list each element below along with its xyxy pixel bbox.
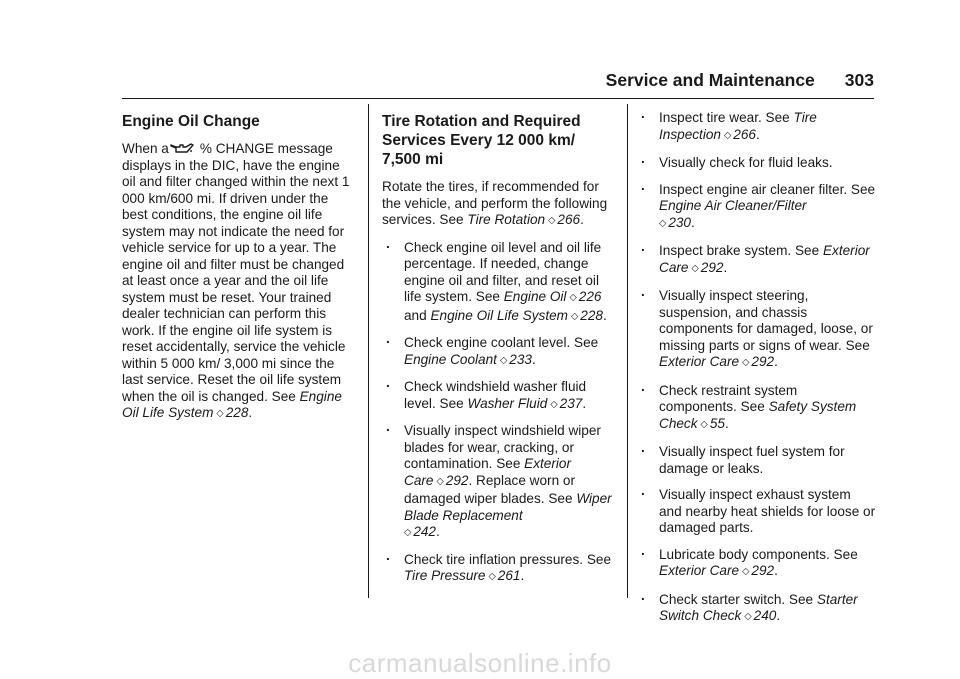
ref-title: Safety System Check	[659, 399, 857, 431]
item-text: Check engine oil level and oil life percentage. If needed, change engine oil and filter, and reset oil life system. See	[404, 239, 602, 304]
ref-page: 266	[557, 212, 581, 227]
page-ref-arrow-icon: ◇	[742, 357, 750, 368]
page-ref-arrow-icon: ◇	[742, 566, 750, 577]
ref-page: 292	[751, 563, 775, 578]
item-text: . Replace worn or damaged wiper blades. See	[404, 472, 576, 506]
ref-page: 230	[668, 214, 691, 230]
ref-title: Wiper Blade Replacement	[404, 491, 612, 523]
list-item: . Inspect tire wear. See Tire Inspection ◇ 266.	[637, 110, 877, 145]
page-ref-arrow-icon: ◇	[436, 475, 444, 487]
ref-page: 228	[225, 405, 249, 420]
item-text: Visually inspect exhaust system and nearby heat shields for loose or damaged parts.	[659, 487, 876, 535]
ref-page: 242	[413, 524, 436, 539]
page-ref-arrow-icon: ◇	[404, 527, 412, 538]
item-text: Check restraint system components. See	[659, 382, 798, 414]
engine-oil-life-system-link[interactable]	[430, 308, 603, 323]
item-text: Inspect engine air cleaner filter. See	[659, 181, 876, 197]
column-service-continued	[637, 110, 877, 637]
item-text: Check tire inflation pressures. See	[404, 551, 612, 567]
list-item	[637, 487, 877, 537]
page-ref-arrow-icon: ◇	[570, 310, 579, 322]
list-item: . Inspect engine air cleaner filter. See Engine Air Cleaner/Filter ◇ 230.	[637, 182, 877, 234]
item-text: Check windshield washer fluid level. See	[404, 379, 587, 411]
ref-title: Exterior Care	[404, 456, 572, 488]
item-text: Visually inspect steering, suspension, and chassis components for damaged, loose, or missing parts or signs of wear. See	[659, 288, 873, 353]
list-item	[637, 155, 877, 172]
engine-oil-change-text	[122, 141, 354, 424]
engine-coolant-link[interactable]	[404, 352, 532, 367]
header-rule	[122, 98, 874, 99]
sentence-end: .	[248, 405, 253, 420]
watermark: carmanualsonline.info	[348, 648, 612, 678]
ref-title: Tire Rotation	[467, 212, 546, 227]
page-ref-arrow-icon: ◇	[488, 571, 496, 582]
item-text: Visually check for fluid leaks.	[659, 155, 833, 170]
ref-title: Engine Coolant	[404, 351, 497, 367]
item-text: Lubricate body components. See	[659, 546, 858, 562]
ref-title: Engine Oil Life System	[430, 307, 568, 323]
list-item: . Check starter switch. See Starter Switch Check ◇ 240.	[637, 592, 877, 627]
ref-title: Engine Air Cleaner/Filter	[659, 198, 807, 213]
list-item: . Check engine oil level and oil life percentage. If needed, change engine oil and filter, and reset oil life system. See Engine Oil ◇ 226 and Engine Oil Life System ◇ 228.	[382, 240, 614, 327]
page-ref-arrow-icon: ◇	[569, 292, 577, 303]
ref-page: 237	[559, 395, 583, 411]
ref-title: Tire Inspection	[659, 110, 817, 142]
section-title: Service and Maintenance	[605, 70, 815, 90]
ref-page: 292	[751, 354, 775, 369]
engine-oil-change-body: displays in the DIC, have the engine oil and filter changed within the next 1 000 km/600 mi. If driven under the best conditions, the engine oil life system may not indicate the need for vehicle service for up to a year. The engine oil and filter must be changed at least once a year and the oil life system must be reset. Your trained dealer technician can perform this work. If the engine oil life system is reset accidentally, service the vehicle within 5 000 km/ 3,000 mi since the last service. Reset the oil life system when the oil is changed. See	[122, 157, 350, 404]
item-text: Check engine coolant level. See	[404, 335, 599, 350]
page-header	[0, 70, 874, 91]
item-text: and	[404, 307, 427, 323]
intro-before-icon: When a	[122, 141, 169, 156]
list-item: . Check windshield washer fluid level. See Washer Fluid ◇ 237.	[382, 379, 614, 414]
engine-oil-change-heading: Engine Oil Change	[122, 113, 260, 130]
page-ref-arrow-icon: ◇	[700, 418, 708, 430]
item-text: Visually inspect windshield wiper blades for wear, cracking, or contamination. See	[404, 423, 601, 471]
list-item: . Check restraint system components. See Safety System Check ◇ 55.	[637, 383, 877, 435]
ref-page: 292	[700, 259, 724, 275]
page-number: 303	[844, 70, 874, 90]
item-text: Visually inspect fuel system for damage or leaks.	[659, 444, 845, 476]
ref-title: Exterior Care	[659, 563, 740, 578]
ref-page: 261	[497, 568, 521, 583]
page-ref-arrow-icon: ◇	[691, 262, 699, 274]
tire-pressure-link[interactable]	[404, 568, 520, 583]
ref-title: Engine Oil Life System	[122, 388, 342, 420]
page-ref-arrow-icon: ◇	[744, 611, 752, 622]
ref-page: 228	[580, 307, 603, 323]
exterior-care-link[interactable]	[659, 563, 774, 578]
intro-text: Rotate the tires, if recommended for the vehicle, and perform the following services. See	[382, 179, 608, 227]
page-ref-arrow-icon: ◇	[216, 408, 224, 419]
ref-title: Starter Switch Check	[659, 591, 858, 623]
list-item: . Visually inspect windshield wiper blades for wear, cracking, or contamination. See Exterior Care ◇ 292. Replace worn or damaged wiper blades. See Wiper Blade Replacement ◇ 242.	[382, 423, 614, 543]
intro-after-icon: % CHANGE message	[199, 141, 333, 156]
list-item: . Check tire inflation pressures. See Tire Pressure ◇ 261.	[382, 552, 614, 587]
list-item: . Inspect brake system. See Exterior Care ◇ 292.	[637, 243, 877, 278]
ref-page: 55	[709, 415, 725, 431]
page-ref-arrow-icon: ◇	[723, 129, 732, 141]
page-ref-arrow-icon: ◇	[548, 215, 556, 226]
column-tire-rotation	[382, 104, 614, 596]
ref-title: Exterior Care	[659, 354, 740, 369]
item-text: Inspect tire wear. See	[659, 110, 790, 125]
page-ref-arrow-icon: ◇	[499, 354, 508, 366]
engine-air-cleaner-link[interactable]	[659, 198, 807, 230]
ref-page: 233	[509, 351, 532, 367]
ref-title: Washer Fluid	[467, 395, 548, 411]
column-divider-1	[368, 104, 369, 598]
list-item: . Lubricate body components. See Exterior Care ◇ 292.	[637, 547, 877, 582]
tire-rotation-intro: Rotate the tires, if recommended for the vehicle, and perform the following services. See Tire Rotation ◇ 266.	[382, 179, 608, 227]
item-text: Inspect brake system. See	[659, 243, 820, 258]
ref-page: 240	[753, 608, 777, 623]
page-ref-arrow-icon: ◇	[659, 217, 667, 229]
item-text: Check starter switch. See	[659, 591, 814, 607]
column-divider-2	[627, 104, 628, 598]
oil-can-icon	[170, 143, 194, 155]
engine-oil-link[interactable]	[504, 289, 602, 304]
ref-title: Tire Pressure	[404, 568, 486, 583]
column-engine-oil-change	[122, 104, 354, 424]
tire-rotation-heading: Tire Rotation and Required Services Every 12 000 km/ 7,500 mi	[382, 113, 581, 168]
list-item	[637, 444, 877, 477]
tire-rotation-link[interactable]	[467, 212, 580, 227]
ref-title: Engine Oil	[503, 289, 567, 304]
ref-page: 226	[578, 289, 602, 304]
washer-fluid-link[interactable]	[467, 396, 582, 411]
ref-page: 292	[445, 472, 469, 488]
service-list-2	[637, 110, 877, 627]
service-list-1	[382, 240, 614, 587]
list-item: . Visually inspect steering, suspension, and chassis components for damaged, loose, or missing parts or signs of wear. See Exterior Care ◇ 292.	[637, 288, 877, 373]
ref-page: 266	[733, 126, 756, 142]
ref-title: Exterior Care	[659, 243, 870, 275]
exterior-care-link[interactable]	[659, 354, 774, 369]
list-item: . Check engine coolant level. See Engine Coolant ◇ 233.	[382, 335, 614, 370]
page-ref-arrow-icon: ◇	[550, 398, 558, 410]
